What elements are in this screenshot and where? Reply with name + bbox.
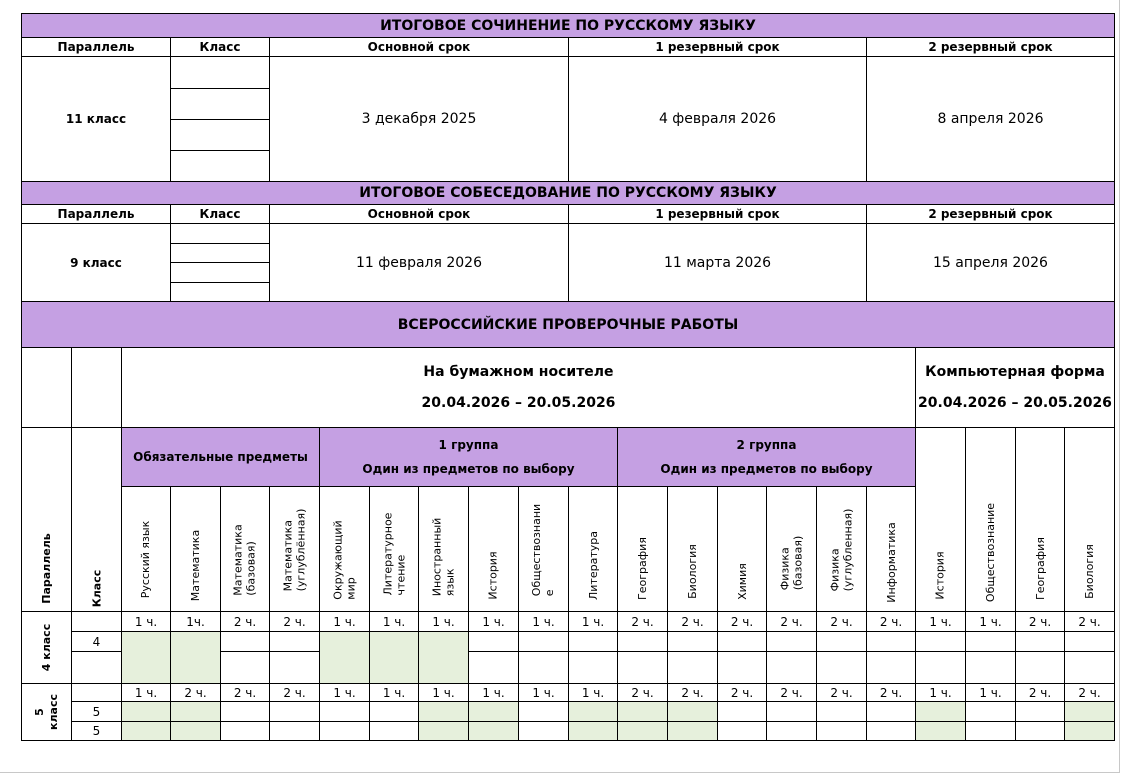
grade5-slot	[1015, 701, 1065, 722]
grade5-hours-3-text: 2 ч.	[283, 685, 306, 700]
interview-header-3	[568, 204, 867, 224]
grade5-slot	[766, 701, 817, 722]
interview-parallel	[21, 223, 171, 302]
subject-label-line: Окружающий	[331, 520, 345, 600]
grade4-hours-4-text: 1 ч.	[333, 614, 356, 629]
grade5-slot	[269, 701, 320, 722]
grade4-slot	[766, 631, 817, 684]
subject-label: География	[1033, 537, 1047, 601]
grade4-hours-10-text: 2 ч.	[631, 614, 654, 629]
subject-header-8	[518, 486, 569, 612]
grade5-hours-8-text: 1 ч.	[532, 685, 555, 700]
interview-header-0	[21, 204, 171, 224]
subject-header-6	[418, 486, 469, 612]
grade4-hours-8-text: 1 ч.	[532, 614, 555, 629]
grade5-hours-6-text: 1 ч.	[432, 685, 455, 700]
subject-header-9	[568, 486, 618, 612]
subject-header-17	[965, 427, 1016, 612]
grade4-hours-13	[766, 611, 817, 632]
essay-header-2	[269, 37, 569, 57]
grade5-hours-17	[965, 683, 1016, 702]
grade5-hours-7	[468, 683, 519, 702]
subject-label	[431, 518, 457, 597]
subject-label	[282, 509, 308, 592]
subject-header-0	[121, 486, 171, 612]
interview-header-4	[866, 204, 1115, 224]
interview-reserve1-date	[568, 223, 867, 302]
vpr-title-text: ВСЕРОССИЙСКИЕ ПРОВЕРОЧНЫЕ РАБОТЫ	[397, 316, 739, 333]
interview-parallel-text: 9 класс	[70, 255, 122, 270]
grade5-slot	[369, 701, 419, 722]
grade4-hours-12-text: 2 ч.	[730, 614, 754, 629]
grade4-row-divider	[617, 651, 667, 652]
grade4-hours-0-text: 1 ч.	[134, 614, 158, 629]
vpr-title	[21, 301, 1115, 348]
grade4-hours-1	[170, 611, 221, 632]
grade4-hours-8	[518, 611, 569, 632]
grade4-hours-7-text: 1 ч.	[482, 614, 505, 629]
grade5-hours-14	[816, 683, 867, 702]
col-class-label: Класс	[89, 569, 103, 608]
col-parallel-label: Параллель	[40, 533, 54, 604]
grade5-slot	[915, 721, 966, 741]
essay-header-1	[170, 37, 270, 57]
grade5-hours-9-text: 1 ч.	[581, 685, 605, 700]
grade4-row-divider	[220, 651, 269, 652]
subject-label	[829, 509, 855, 592]
grade4-hours-18	[1015, 611, 1065, 632]
paper-paper-dates: 20.04.2026 – 20.05.2026	[421, 395, 616, 412]
subject-label: Биология	[686, 544, 700, 600]
grade4-slot	[518, 631, 569, 684]
grade5-slot	[568, 701, 618, 722]
grade4-row-divider	[518, 651, 568, 652]
grade4-label-text: 4 класс	[39, 623, 53, 672]
grade4-hours-11	[667, 611, 718, 632]
grade5-slot	[816, 701, 867, 722]
essay-header-4	[866, 37, 1115, 57]
subject-header-19	[1064, 427, 1115, 612]
essay-class-slot	[170, 56, 270, 89]
subject-label: Химия	[735, 563, 749, 600]
subject-label-line: е	[543, 589, 557, 597]
essay-reserve1-date-text: 4 февраля 2026	[658, 111, 777, 127]
interview-class-slot	[170, 223, 270, 244]
grade4-class-cell-text: 4	[92, 634, 101, 649]
grade4-hours-14	[816, 611, 867, 632]
subject-label: Математика	[189, 529, 203, 602]
essay-parallel-text: 11 класс	[65, 112, 127, 126]
subject-label: Биология	[1083, 544, 1097, 600]
grade5-hours-19	[1064, 683, 1115, 702]
interview-main-date-text: 11 февраля 2026	[355, 254, 482, 271]
essay-header-0	[21, 37, 171, 57]
grade4-hours-18-text: 2 ч.	[1028, 614, 1052, 629]
grade5-slot	[866, 701, 916, 722]
grade4-slot	[319, 631, 370, 684]
grade5-hours-6	[418, 683, 469, 702]
group2-label: 2 группа	[736, 438, 797, 452]
grade5-hours-8	[518, 683, 569, 702]
computer-form-header	[915, 347, 1115, 428]
grade5-slot	[1064, 701, 1115, 722]
grade5-hours-18	[1015, 683, 1065, 702]
grade5-hours-11-text: 2 ч.	[681, 685, 704, 700]
grade5-hours-0-text: 1 ч.	[134, 685, 158, 700]
interview-reserve2-date-text: 15 апреля 2026	[933, 254, 1048, 271]
group1-label: 1 группа	[438, 438, 499, 452]
grade5-slot	[617, 721, 668, 741]
essay-header-0-text: Параллель	[57, 40, 135, 54]
essay-header-1-text: Класс	[199, 40, 241, 54]
grade5-slot	[468, 721, 519, 741]
grade4-hours-5-text: 1 ч.	[382, 614, 406, 629]
grade4-row-divider	[816, 651, 866, 652]
grade5-hours-18-text: 2 ч.	[1028, 685, 1052, 700]
grade5-slot	[1064, 721, 1115, 741]
grade5-hours-15-text: 2 ч.	[879, 685, 903, 700]
grade5-slot	[319, 701, 370, 722]
grade4-hours-19	[1064, 611, 1115, 632]
grade5-hours-9	[568, 683, 618, 702]
grade4-hours-1-text: 1ч.	[186, 614, 205, 629]
subject-label	[381, 512, 407, 595]
interview-reserve2-date	[866, 223, 1115, 302]
subject-header-3	[269, 486, 320, 612]
grade5-slot	[667, 721, 718, 741]
subject-label-line: Иностранный	[430, 517, 444, 597]
grade4-slot	[269, 631, 320, 684]
grade5-class-cell	[71, 721, 122, 741]
grade5-slot	[1015, 721, 1065, 741]
grade5-slot	[220, 701, 270, 722]
grade4-hours-9-text: 1 ч.	[581, 614, 605, 629]
grade5-class-cell-text: 5	[92, 724, 101, 738]
grade4-hours-16	[915, 611, 966, 632]
grade4-row-divider	[866, 651, 915, 652]
grade4-row-divider	[717, 651, 766, 652]
subject-label	[531, 504, 557, 596]
subject-header-16	[915, 427, 966, 612]
subject-header-1	[170, 486, 221, 612]
grade5-slot	[170, 701, 221, 722]
grade5-slot	[468, 701, 519, 722]
grade5-slot	[518, 721, 569, 741]
interview-header-2-text: Основной срок	[367, 207, 471, 221]
grade5-hours-7-text: 1 ч.	[482, 685, 505, 700]
grade4-hours-0	[121, 611, 171, 632]
subject-label-line: язык	[443, 568, 457, 597]
essay-class-slot	[170, 150, 270, 182]
subject-label-line: чтение	[394, 554, 408, 596]
subject-label	[232, 524, 258, 595]
grade4-slot	[220, 631, 270, 684]
grade5-slot	[220, 721, 270, 741]
subject-label-line: Физика	[778, 547, 792, 591]
grade4-class-cell	[71, 631, 122, 652]
grade5-slot	[121, 721, 171, 741]
grade4-slot	[816, 631, 867, 684]
grade5-slot	[418, 721, 469, 741]
grade5-hours-14-text: 2 ч.	[830, 685, 853, 700]
subject-header-15	[866, 486, 916, 612]
col-parallel-header	[21, 427, 72, 612]
subject-label-line: Математика	[281, 520, 295, 592]
grade5-hours-5	[369, 683, 419, 702]
grade5-hours-1-text: 2 ч.	[184, 685, 207, 700]
grade4-hours-2-text: 2 ч.	[233, 614, 257, 629]
grade4-class-cell	[71, 651, 122, 684]
essay-title	[21, 13, 1115, 38]
grade4-hours-16-text: 1 ч.	[929, 614, 952, 629]
grade4-slot	[866, 631, 916, 684]
subject-header-5	[369, 486, 419, 612]
grade5-parallel-label	[21, 683, 72, 741]
grade5-hours-16-text: 1 ч.	[929, 685, 952, 700]
grade5-slot	[269, 721, 320, 741]
essay-class-slot	[170, 119, 270, 151]
subject-label: История	[933, 551, 947, 600]
grade4-hours-12	[717, 611, 767, 632]
grade4-row-divider	[915, 651, 965, 652]
grade5-slot	[766, 721, 817, 741]
col-class-header	[71, 427, 122, 612]
grade4-hours-19-text: 2 ч.	[1078, 614, 1101, 629]
subject-label-line: мир	[344, 577, 358, 600]
grade4-row-divider	[965, 651, 1015, 652]
subject-label-line: Литературное	[381, 512, 395, 596]
interview-header-0-text: Параллель	[57, 207, 135, 221]
essay-reserve1-date	[568, 56, 867, 182]
paper-paper-label: На бумажном носителе	[423, 363, 614, 380]
subject-label-line: (углублённая)	[294, 509, 308, 592]
grade4-row-divider	[667, 651, 717, 652]
grade5-slot	[965, 721, 1016, 741]
grade5-hours-2	[220, 683, 270, 702]
grade5-hours-13	[766, 683, 817, 702]
computer-computer-label: Компьютерная форма	[925, 363, 1105, 380]
grade4-hours-9	[568, 611, 618, 632]
group2-sub-label: Один из предметов по выбору	[660, 462, 873, 476]
grade5-hours-11	[667, 683, 718, 702]
essay-title-text: ИТОГОВОЕ СОЧИНЕНИЕ ПО РУССКОМУ ЯЗЫКУ	[380, 17, 756, 34]
interview-class-slot	[170, 243, 270, 263]
grade5-hours-19-text: 2 ч.	[1078, 685, 1101, 700]
grade4-slot	[369, 631, 419, 684]
grade4-hours-15-text: 2 ч.	[879, 614, 903, 629]
subject-label: Русский язык	[139, 520, 153, 598]
interview-header-1	[170, 204, 270, 224]
grade4-slot	[418, 631, 469, 684]
grade4-row-divider	[1064, 651, 1114, 652]
grade5-hours-12-text: 2 ч.	[730, 685, 754, 700]
grade4-row-divider	[468, 651, 518, 652]
grade5-class-cell	[71, 683, 122, 702]
grade5-slot	[915, 701, 966, 722]
essay-header-3-text: 1 резервный срок	[655, 40, 780, 54]
grade4-slot	[468, 631, 519, 684]
grade5-slot	[866, 721, 916, 741]
interview-header-2	[269, 204, 569, 224]
essay-reserve2-date-text: 8 апреля 2026	[937, 111, 1044, 127]
grade4-slot	[568, 631, 618, 684]
grade4-hours-3-text: 2 ч.	[283, 614, 306, 629]
grade5-hours-3	[269, 683, 320, 702]
grade4-hours-17	[965, 611, 1016, 632]
subject-label-line: (базовая)	[245, 541, 259, 596]
grade4-hours-17-text: 1 ч.	[979, 614, 1002, 629]
subject-label	[332, 520, 358, 599]
interview-main-date	[269, 223, 569, 302]
grade4-slot	[915, 631, 966, 684]
mandatory-subjects-header	[121, 427, 320, 487]
grade5-slot	[369, 721, 419, 741]
grade5-slot	[418, 701, 469, 722]
subject-label-line: (базовая)	[791, 535, 805, 591]
interview-title-text: ИТОГОВОЕ СОБЕСЕДОВАНИЕ ПО РУССКОМУ ЯЗЫКУ	[359, 185, 777, 201]
grade5-slot	[617, 701, 668, 722]
grade5-slot	[518, 701, 569, 722]
group1-header	[319, 427, 618, 487]
grade5-hours-13-text: 2 ч.	[780, 685, 803, 700]
grade4-slot	[617, 631, 668, 684]
subject-header-12	[717, 486, 767, 612]
grade5-slot	[667, 701, 718, 722]
grade4-slot	[1064, 631, 1115, 684]
grade5-hours-2-text: 2 ч.	[233, 685, 257, 700]
grade5-hours-4	[319, 683, 370, 702]
grade4-hours-7	[468, 611, 519, 632]
grade5-slot	[121, 701, 171, 722]
vpr-blank-1	[21, 347, 72, 428]
grade4-slot	[121, 631, 171, 684]
grade4-row-divider	[269, 651, 319, 652]
grade4-row-divider	[766, 651, 816, 652]
paper-form-header	[121, 347, 916, 428]
grade5-slot	[170, 721, 221, 741]
grade5-slot	[319, 721, 370, 741]
subject-label: Обществознание	[984, 503, 998, 603]
grade4-row-divider	[568, 651, 617, 652]
subject-label-line: Математика	[232, 524, 246, 596]
interview-header-4-text: 2 резервный срок	[928, 207, 1053, 221]
essay-header-3	[568, 37, 867, 57]
grade4-row-divider	[1015, 651, 1064, 652]
grade4-parallel-label	[21, 611, 72, 684]
grade5-hours-12	[717, 683, 767, 702]
subject-label-line: Физика	[828, 548, 842, 592]
grade4-hours-14-text: 2 ч.	[830, 614, 853, 629]
grade4-hours-11-text: 2 ч.	[681, 614, 704, 629]
interview-title	[21, 181, 1115, 205]
grade4-hours-15	[866, 611, 916, 632]
grade5-hours-4-text: 1 ч.	[333, 685, 356, 700]
grade4-slot	[667, 631, 718, 684]
grade4-hours-10	[617, 611, 668, 632]
group2-header	[617, 427, 916, 487]
interview-reserve1-date-text: 11 марта 2026	[663, 254, 772, 271]
essay-header-4-text: 2 резервный срок	[928, 40, 1053, 54]
computer-computer-dates: 20.04.2026 – 20.05.2026	[918, 395, 1112, 412]
grade4-slot	[965, 631, 1016, 684]
grade4-slot	[1015, 631, 1065, 684]
subject-label-line: Обществознани	[530, 504, 544, 597]
grade5-class-cell-text: 5	[92, 704, 101, 719]
grade5-slot	[965, 701, 1016, 722]
subject-label: География	[636, 537, 650, 601]
grade4-hours-5	[369, 611, 419, 632]
subject-label: Литература	[586, 531, 600, 600]
grade5-hours-17-text: 1 ч.	[979, 685, 1002, 700]
essay-class-slot	[170, 88, 270, 120]
grade5-hours-10-text: 2 ч.	[631, 685, 654, 700]
subject-header-7	[468, 486, 519, 612]
essay-parallel	[21, 56, 171, 182]
grade5-slot	[816, 721, 867, 741]
subject-header-18	[1015, 427, 1065, 612]
grade4-class-cell	[71, 611, 122, 632]
subject-header-11	[667, 486, 718, 612]
grade5-hours-5-text: 1 ч.	[382, 685, 406, 700]
subject-label: История	[486, 551, 500, 600]
grade4-hours-2	[220, 611, 270, 632]
interview-header-3-text: 1 резервный срок	[655, 207, 780, 221]
interview-class-slot	[170, 262, 270, 283]
grade4-hours-6-text: 1 ч.	[432, 614, 455, 629]
grade5-label-text: 5 класс	[32, 694, 60, 730]
subject-header-2	[220, 486, 270, 612]
mandatory-subjects-header-text: Обязательные предметы	[133, 450, 308, 464]
grade5-hours-16	[915, 683, 966, 702]
grade4-slot	[170, 631, 221, 684]
subject-header-10	[617, 486, 668, 612]
grade5-hours-15	[866, 683, 916, 702]
subject-label	[779, 536, 805, 591]
grade4-hours-3	[269, 611, 320, 632]
grade4-hours-13-text: 2 ч.	[780, 614, 803, 629]
subject-header-13	[766, 486, 817, 612]
grade5-hours-0	[121, 683, 171, 702]
essay-header-2-text: Основной срок	[367, 40, 471, 54]
interview-header-1-text: Класс	[199, 207, 241, 221]
subject-header-4	[319, 486, 370, 612]
subject-label-line: (углубленная)	[841, 509, 855, 592]
grade5-slot	[717, 701, 767, 722]
grade5-class-cell	[71, 701, 122, 722]
subject-label: Информатика	[884, 522, 898, 603]
grade5-slot	[717, 721, 767, 741]
essay-main-date	[269, 56, 569, 182]
group1-sub-label: Один из предметов по выбору	[362, 462, 575, 476]
essay-reserve2-date	[866, 56, 1115, 182]
grade4-slot	[717, 631, 767, 684]
grade4-hours-6	[418, 611, 469, 632]
grade5-hours-10	[617, 683, 668, 702]
vpr-blank-2	[71, 347, 122, 428]
subject-header-14	[816, 486, 867, 612]
grade4-hours-4	[319, 611, 370, 632]
grade5-slot	[568, 721, 618, 741]
grade5-hours-1	[170, 683, 221, 702]
interview-class-slot	[170, 282, 270, 302]
essay-main-date-text: 3 декабря 2025	[361, 111, 477, 127]
